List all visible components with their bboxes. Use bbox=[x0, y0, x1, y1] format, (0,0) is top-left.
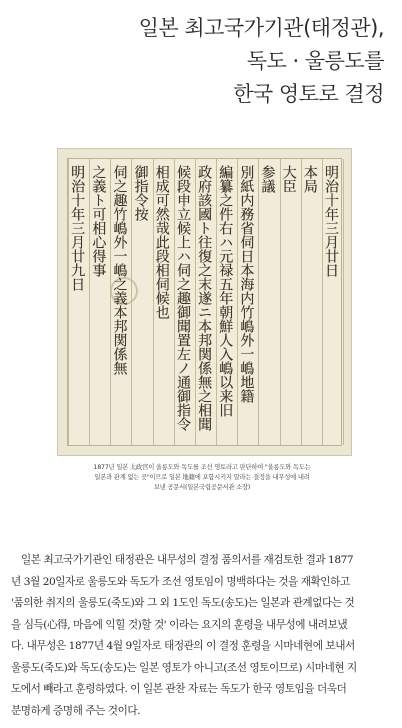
document-text-column: 之義ト可相心得事 bbox=[90, 165, 107, 277]
historical-document-image bbox=[57, 148, 352, 456]
document-text-column: 参議 bbox=[259, 165, 276, 193]
document-text-column: 本局 bbox=[301, 165, 318, 193]
body-line: 울릉도(죽도)와 독도(송도)는 일본 영토가 아니고(조선 영토이므로) 시마네현 지 bbox=[11, 661, 357, 674]
document-text-column: 編纂之件右ハ元禄五年朝鮮人入嶋以来旧 bbox=[217, 165, 234, 417]
document-grid-line bbox=[258, 159, 259, 445]
document-text-column: 大臣 bbox=[280, 165, 297, 193]
body-line: 을 심득(心得, 마음에 익힐 것)할 것' 이라는 요지의 훈령을 내무성에 내려보냈 bbox=[11, 618, 348, 631]
body-line: 년 3월 20일자로 울릉도와 독도가 조선 영토임이 명백하다는 것을 재확인하고 bbox=[11, 575, 350, 588]
document-grid-line bbox=[301, 159, 302, 445]
body-line: '품의한 취지의 울릉도(죽도)와 그 외 1도인 독도(송도)는 일본과 관계없다는 것 bbox=[11, 597, 355, 609]
body-line: 도에서 빼라고 훈령하였다. 이 일본 관찬 자료는 독도가 한국 영토임을 더욱더 bbox=[11, 683, 347, 695]
title-line-1: 일본 최고국가기관(태정관), bbox=[138, 16, 384, 40]
document-text-column: 明治十年三月廿九日 bbox=[69, 165, 86, 291]
title-line-2: 독도 · 울릉도를 bbox=[246, 49, 384, 73]
document-sheet bbox=[67, 158, 342, 446]
caption-line-1: 1877년 일본 太政官이 울릉도와 독도를 조선 영토라고 판단하여 "울릉도와 독도는 bbox=[93, 464, 311, 471]
body-line: 분명하게 증명해 주는 것이다. bbox=[11, 704, 141, 717]
title-line-3: 한국 영토로 결정 bbox=[233, 82, 384, 106]
body-line: 일본 최고국가기관인 태정관은 내무성의 결정 품의서를 재검토한 결과 1877 bbox=[21, 554, 354, 566]
document-text-column: 伺之趣竹嶋外一嶋之義本邦関係無 bbox=[111, 165, 128, 375]
body-line: 다. 내무성은 1877년 4월 9일자로 태정관의 이 결정 훈령을 시마네현에 보내서 bbox=[11, 640, 355, 652]
image-caption bbox=[62, 463, 342, 493]
page-title bbox=[139, 12, 384, 111]
document-text-column: 別紙内務省伺日本海内竹嶋外一嶋地籍 bbox=[238, 165, 255, 403]
document-grid-line bbox=[343, 159, 344, 445]
document-grid-line bbox=[280, 159, 281, 445]
caption-line-2: 일본과 관계 없는 곳"이므로 일본 地籍에 포함시키지 말라는 결정을 내무성에 내려 bbox=[94, 474, 310, 481]
document-text-column: 政府該國ト往復之末遂ニ本邦関係無之相聞 bbox=[196, 165, 213, 431]
caption-line-3: 보낸 공문서(일본국립공문서관 소장) bbox=[153, 484, 251, 491]
body-paragraph bbox=[11, 550, 395, 722]
document-text-column: 明治十年三月廿日 bbox=[323, 165, 339, 277]
document-text-column: 候段申立候上ハ伺之趣御聞置左ノ通御指令 bbox=[174, 165, 191, 431]
document-text-column: 相成可然哉此段相伺候也 bbox=[153, 165, 170, 319]
document-text-column: 御指令按 bbox=[132, 165, 149, 221]
